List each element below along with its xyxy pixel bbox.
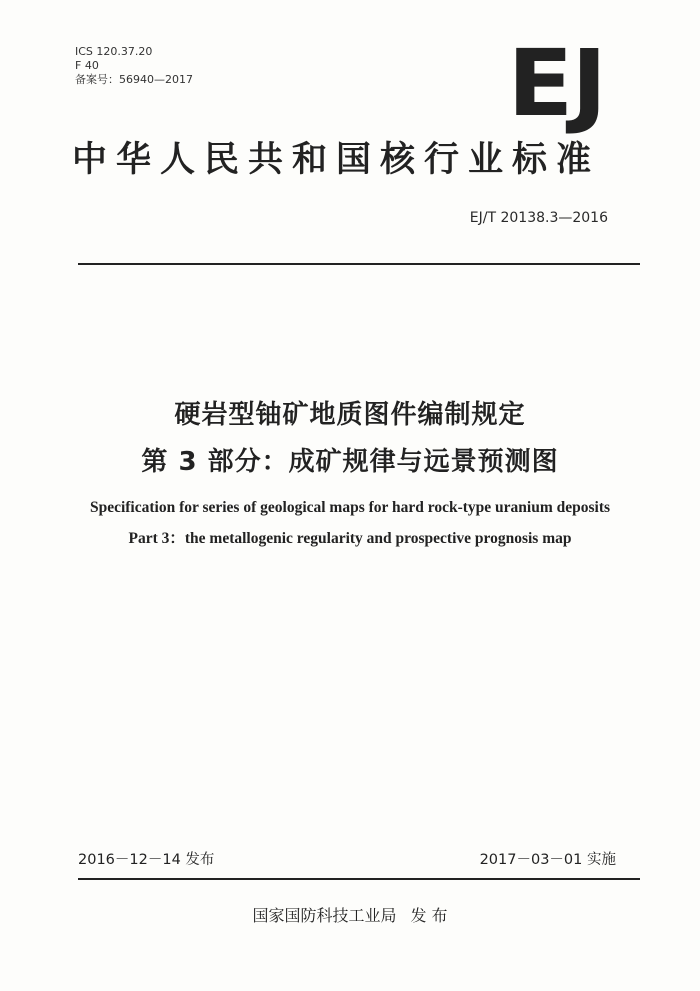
issuer-name: 国家国防科技工业局 — [252, 906, 397, 925]
ccs-code: F 40 — [75, 59, 99, 72]
ej-logo: EJ — [507, 30, 605, 137]
ics-code: ICS 120.37.20 — [75, 45, 153, 58]
top-divider — [78, 263, 640, 265]
issue-date: 2016－12－14 发布 — [78, 852, 215, 868]
record-number: 备案号：56940—2017 — [75, 73, 193, 86]
title-en-line2: Part 3：the metallogenic regularity and prospective prognosis map — [128, 530, 572, 547]
title-cn-line1: 硬岩型铀矿地质图件编制规定 — [174, 400, 526, 430]
issuer-action: 发 布 — [410, 906, 448, 925]
standard-number: EJ/T 20138.3—2016 — [469, 210, 608, 226]
issuer-line — [0, 903, 700, 926]
title-cn-line2: 第 3 部分：成矿规律与远景预测图 — [141, 447, 559, 477]
standard-category-title: 中华人民共和国核行业标准 — [72, 140, 601, 180]
implementation-date: 2017－03－01 实施 — [479, 852, 616, 868]
classification-block — [75, 45, 193, 87]
title-en-line1: Specification for series of geological maps for hard rock-type uranium deposits — [89, 499, 611, 516]
bottom-divider — [78, 878, 640, 880]
